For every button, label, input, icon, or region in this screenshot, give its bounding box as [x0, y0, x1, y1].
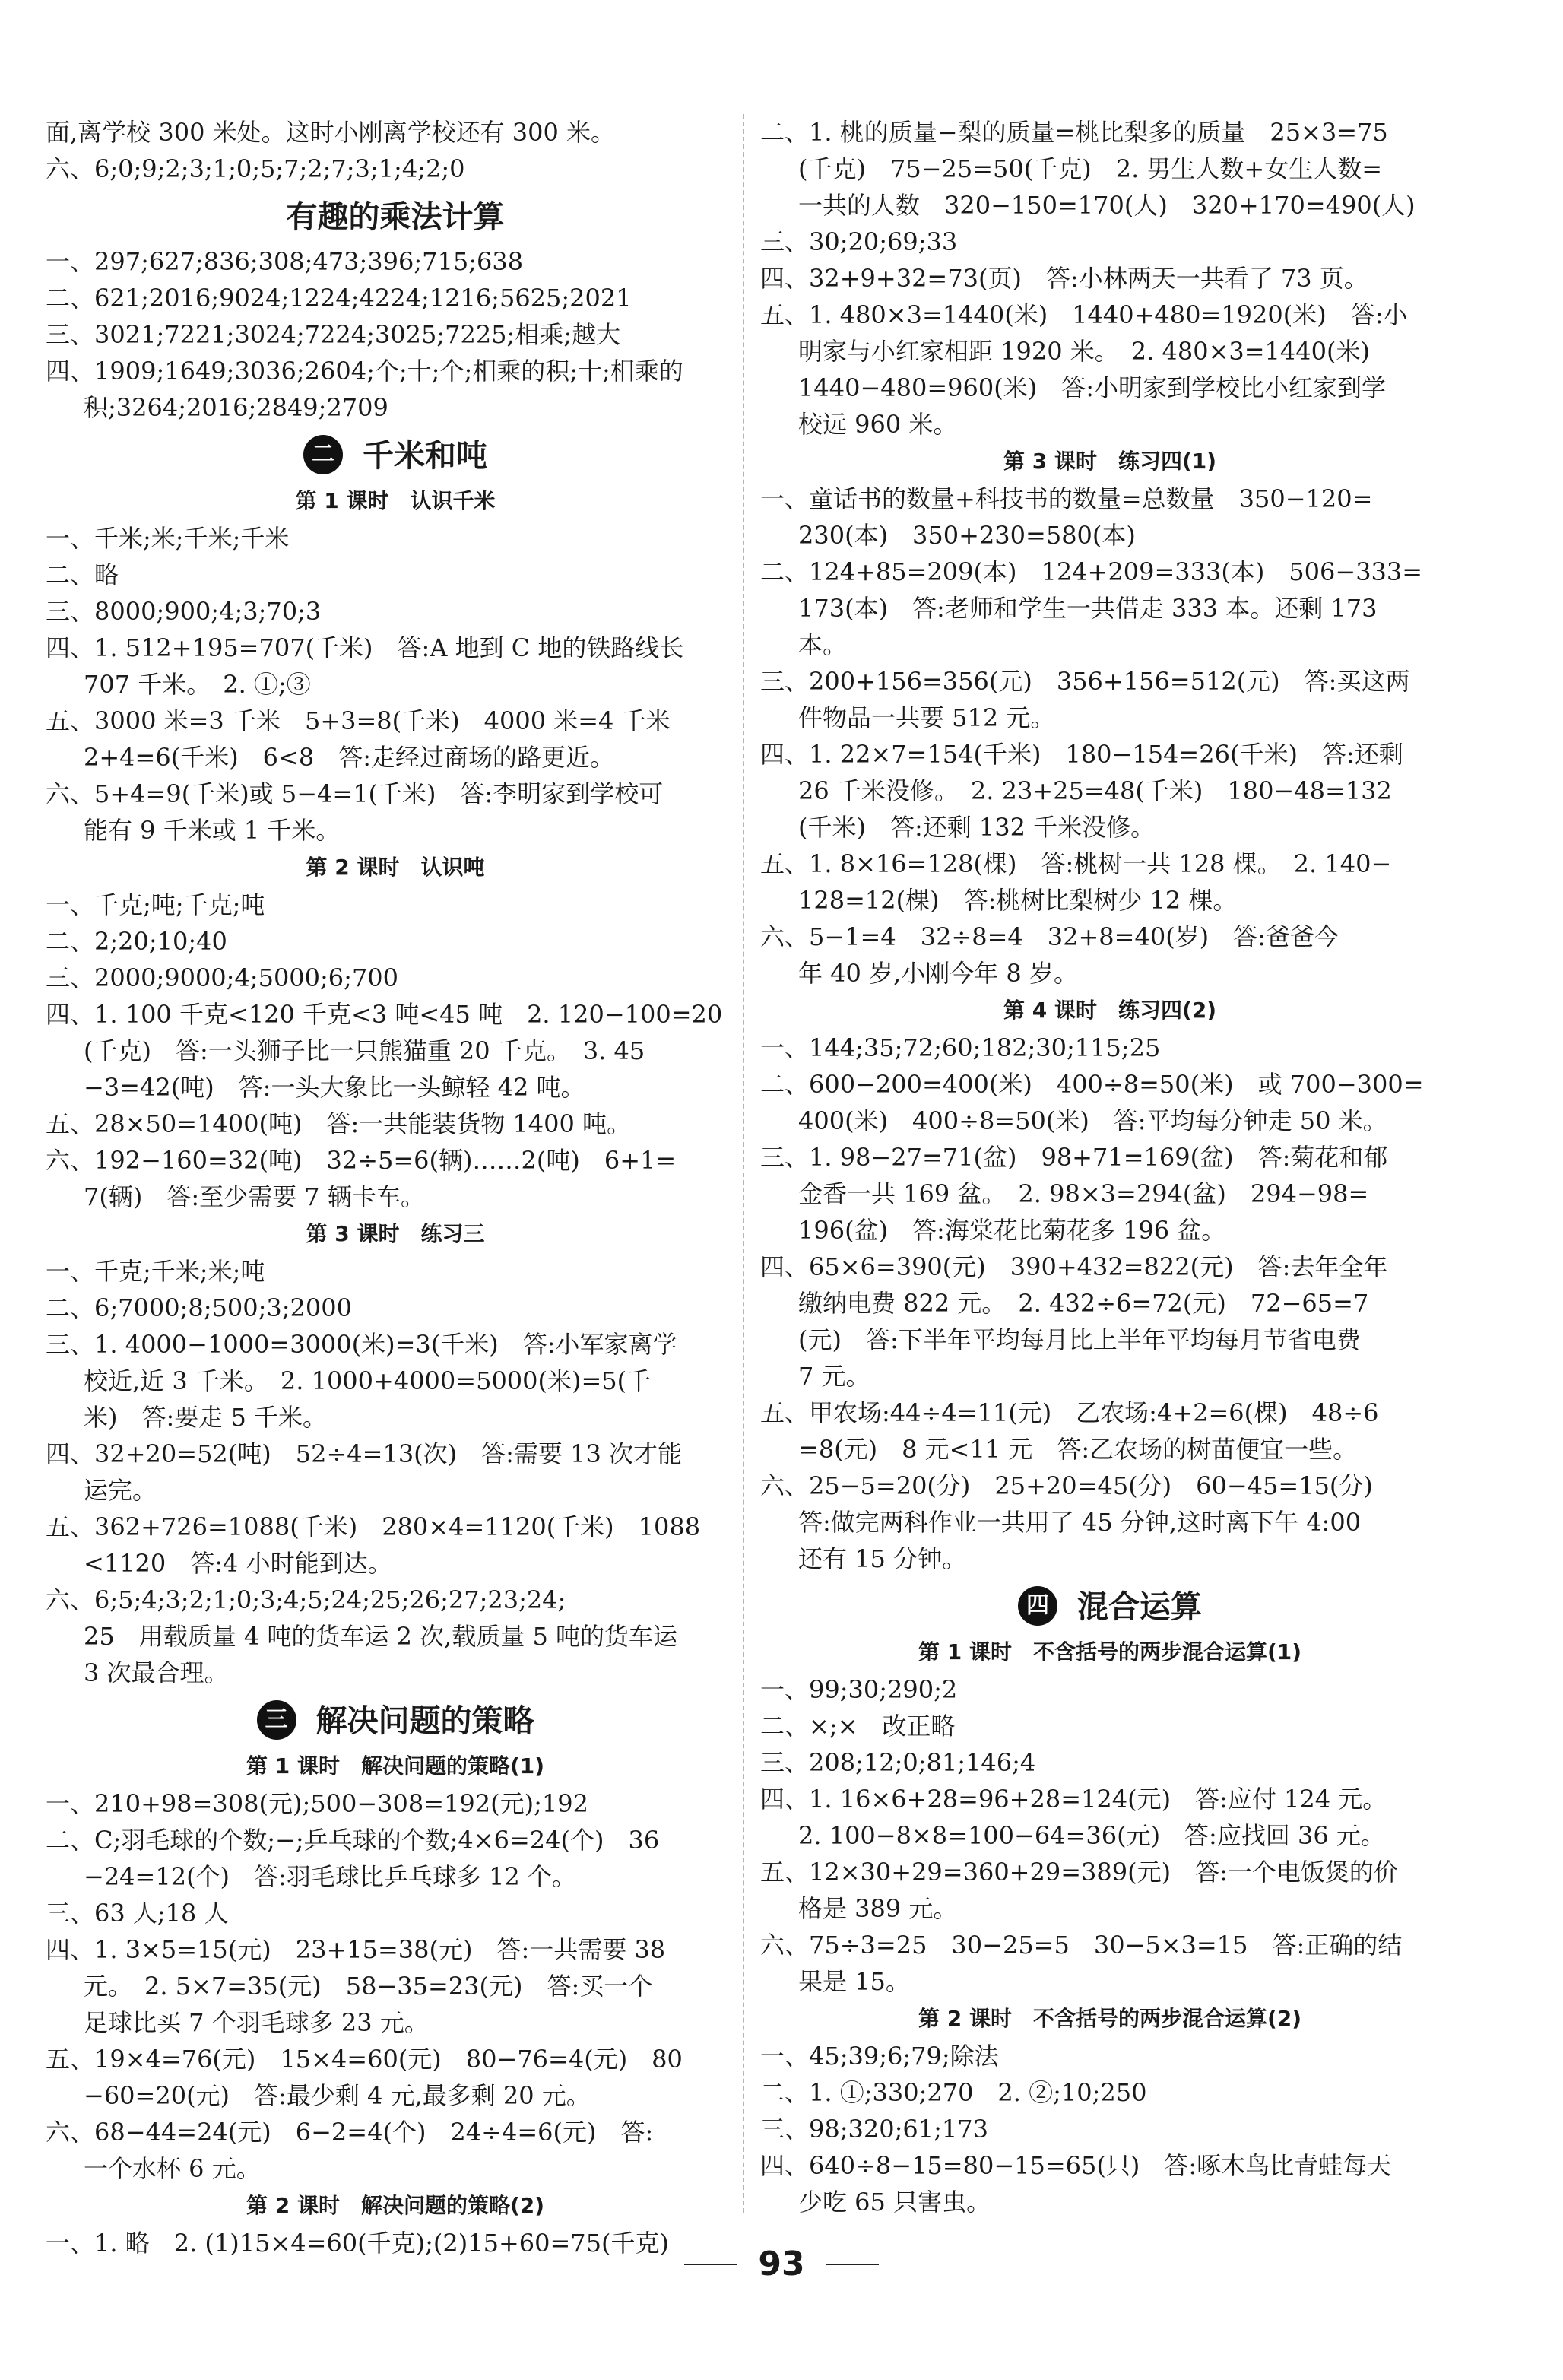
answer-line: 四、1. 512+195=707(千米) 答:A 地到 C 地的铁路线长: [46, 633, 684, 662]
lesson-heading: 第 2 课时 不含括号的两步混合运算(2): [918, 2006, 1302, 2031]
section-title: 千米和吨: [363, 437, 487, 474]
answer-line: 六、68−44=24(元) 6−2=4(个) 24÷4=6(元) 答:: [46, 2118, 654, 2147]
answer-line-continuation: 7 元。: [798, 1362, 870, 1391]
answer-line-continuation: 校近,近 3 千米。 2. 1000+4000=5000(米)=5(千: [84, 1366, 652, 1395]
answer-line-continuation: 足球比买 7 个羽毛球多 23 元。: [84, 2008, 429, 2037]
page-footer: [0, 2245, 1563, 2283]
answer-line: 四、1. 16×6+28=96+28=124(元) 答:应付 124 元。: [760, 1785, 1387, 1814]
answer-line: 二、1. 桃的质量−梨的质量=桃比梨多的质量 25×3=75: [760, 118, 1388, 147]
answer-line: 四、65×6=390(元) 390+432=822(元) 答:去年全年: [760, 1252, 1388, 1281]
answer-line: 三、98;320;61;173: [760, 2115, 988, 2144]
answer-line: 三、208;12;0;81;146;4: [760, 1748, 1036, 1777]
answer-line-continuation: 缴纳电费 822 元。 2. 432÷6=72(元) 72−65=7: [798, 1289, 1369, 1318]
lesson-heading: 第 3 课时 练习四(1): [1003, 449, 1217, 474]
answer-line: 五、28×50=1400(吨) 答:一共能装货物 1400 吨。: [46, 1109, 632, 1138]
answer-line-continuation: 运完。: [84, 1476, 157, 1505]
answer-line: 一、千克;千米;米;吨: [46, 1257, 265, 1286]
answer-line: 一、1. 略 2. (1)15×4=60(千克);(2)15+60=75(千克): [46, 2229, 669, 2258]
answer-line-continuation: 707 千米。 2. ①;③: [84, 670, 311, 699]
answer-line: 四、32+9+32=73(页) 答:小林两天一共看了 73 页。: [760, 264, 1368, 293]
answer-line-continuation: 26 千米没修。 2. 23+25=48(千米) 180−48=132: [798, 776, 1392, 805]
answer-line-continuation: 格是 389 元。: [798, 1894, 958, 1923]
answer-line: 六、6;0;9;2;3;1;0;5;7;2;7;3;1;4;2;0: [46, 154, 465, 183]
section-title: 混合运算: [1077, 1588, 1202, 1625]
answer-line: 五、12×30+29=360+29=389(元) 答:一个电饭煲的价: [760, 1858, 1398, 1887]
answer-line: 六、75÷3=25 30−25=5 30−5×3=15 答:正确的结: [760, 1931, 1403, 1960]
answer-line-continuation: 196(盆) 答:海棠花比菊花多 196 盆。: [798, 1216, 1226, 1245]
section-heading: [46, 430, 745, 481]
answer-line-continuation: 128=12(棵) 答:桃树比梨树少 12 棵。: [798, 886, 1238, 915]
answer-line: 四、1. 22×7=154(千米) 180−154=26(千米) 答:还剩: [760, 740, 1403, 769]
answer-line: 二、600−200=400(米) 400÷8=50(米) 或 700−300=: [760, 1070, 1424, 1099]
answer-line: 一、99;30;290;2: [760, 1675, 958, 1704]
answer-line: 二、C;羽毛球的个数;−;乒乓球的个数;4×6=24(个) 36: [46, 1826, 660, 1855]
answer-line: 三、8000;900;4;3;70;3: [46, 597, 322, 626]
answer-line: 二、2;20;10;40: [46, 927, 227, 956]
answer-line-continuation: 少吃 65 只害虫。: [798, 2188, 991, 2217]
answer-line: 一、297;627;836;308;473;396;715;638: [46, 247, 524, 276]
footer-dash-right: [826, 2264, 879, 2265]
answer-line-continuation: 明家与小红家相距 1920 米。 2. 480×3=1440(米): [798, 337, 1370, 366]
answer-line-continuation: 积;3264;2016;2849;2709: [84, 393, 388, 422]
left-column: [46, 114, 745, 2261]
answer-line: 六、25−5=20(分) 25+20=45(分) 60−45=15(分): [760, 1471, 1373, 1500]
answer-line-continuation: 本。: [798, 630, 848, 659]
answer-line: 四、640÷8−15=80−15=65(只) 答:啄木鸟比青蛙每天: [760, 2151, 1392, 2180]
answer-line: 三、63 人;18 人: [46, 1899, 229, 1928]
lesson-heading: 第 4 课时 练习四(2): [1003, 998, 1217, 1023]
answer-line-continuation: 元。 2. 5×7=35(元) 58−35=23(元) 答:买一个: [84, 1972, 653, 2001]
answer-line-continuation: 一个水杯 6 元。: [84, 2154, 261, 2183]
answer-line-continuation: =8(元) 8 元<11 元 答:乙农场的树苗便宜一些。: [798, 1435, 1358, 1464]
lesson-heading: 第 3 课时 练习三: [306, 1221, 485, 1246]
answer-line: 一、千克;吨;千克;吨: [46, 890, 265, 919]
answer-line-continuation: (元) 答:下半年平均每月比上半年平均每月节省电费: [798, 1325, 1361, 1354]
answer-line: 三、3021;7221;3024;7224;3025;7225;相乘;越大: [46, 320, 621, 349]
section-number-badge: 二: [303, 435, 343, 474]
answer-line: 二、6;7000;8;500;3;2000: [46, 1293, 352, 1322]
section-title: 解决问题的策略: [315, 1702, 534, 1739]
answer-line-continuation: <1120 答:4 小时能到达。: [84, 1549, 392, 1578]
answer-line: 五、甲农场:44÷4=11(元) 乙农场:4+2=6(棵) 48÷6: [760, 1398, 1379, 1427]
answer-line: 四、1909;1649;3036;2604;个;十;个;相乘的积;十;相乘的: [46, 357, 683, 386]
answer-line-continuation: 能有 9 千米或 1 千米。: [84, 816, 341, 845]
answer-line-continuation: 2. 100−8×8=100−64=36(元) 答:应找回 36 元。: [798, 1821, 1385, 1850]
answer-line-continuation: −3=42(吨) 答:一头大象比一头鲸轻 42 吨。: [84, 1073, 585, 1102]
answer-line-continuation: −24=12(个) 答:羽毛球比乒乓球多 12 个。: [84, 1862, 576, 1891]
section-number-badge: 四: [1018, 1586, 1057, 1626]
answer-line: 六、6;5;4;3;2;1;0;3;4;5;24;25;26;27;23;24;: [46, 1585, 566, 1614]
answer-line: 三、1. 4000−1000=3000(米)=3(千米) 答:小军家离学: [46, 1330, 677, 1359]
answer-line-continuation: 答:做完两科作业一共用了 45 分钟,这时离下午 4:00: [798, 1508, 1362, 1537]
section-heading: [46, 192, 745, 242]
answer-line-continuation: −60=20(元) 答:最少剩 4 元,最多剩 20 元。: [84, 2081, 591, 2110]
answer-line-continuation: 7(辆) 答:至少需要 7 辆卡车。: [84, 1182, 425, 1211]
answer-line: 一、45;39;6;79;除法: [760, 2042, 999, 2071]
column-divider: [743, 114, 744, 2213]
answer-line-continuation: 果是 15。: [798, 1967, 910, 1996]
answer-line: 二、略: [46, 560, 119, 589]
answer-line: 六、5+4=9(千米)或 5−4=1(千米) 答:李明家到学校可: [46, 779, 664, 808]
answer-line-continuation: 3 次最合理。: [84, 1658, 229, 1687]
answer-line: 面,离学校 300 米处。这时小刚离学校还有 300 米。: [46, 118, 616, 147]
answer-line-continuation: 400(米) 400÷8=50(米) 答:平均每分钟走 50 米。: [798, 1106, 1387, 1135]
answer-line: 四、32+20=52(吨) 52÷4=13(次) 答:需要 13 次才能: [46, 1439, 682, 1468]
answer-line-continuation: (千克) 答:一头狮子比一只熊猫重 20 千克。 3. 45: [84, 1036, 645, 1065]
lesson-heading: 第 2 课时 解决问题的策略(2): [246, 2193, 545, 2218]
answer-line-continuation: 金香一共 169 盆。 2. 98×3=294(盆) 294−98=: [798, 1179, 1369, 1208]
answer-line-continuation: (千米) 答:还剩 132 千米没修。: [798, 813, 1156, 842]
answer-line: 五、3000 米=3 千米 5+3=8(千米) 4000 米=4 千米: [46, 706, 671, 735]
answer-line: 三、200+156=356(元) 356+156=512(元) 答:买这两: [760, 667, 1410, 696]
answer-line: 二、1. ①;330;270 2. ②;10;250: [760, 2078, 1147, 2107]
section-heading: [46, 1696, 745, 1746]
page-number: 93: [758, 2245, 805, 2283]
answer-line: 一、千米;米;千米;千米: [46, 524, 290, 553]
section-title: 有趣的乘法计算: [286, 198, 505, 235]
answer-line: 三、1. 98−27=71(盆) 98+71=169(盆) 答:菊花和郁: [760, 1143, 1388, 1172]
answer-line-continuation: 校远 960 米。: [798, 410, 958, 439]
answer-line: 五、1. 480×3=1440(米) 1440+480=1920(米) 答:小: [760, 300, 1408, 329]
answer-line: 五、19×4=76(元) 15×4=60(元) 80−76=4(元) 80: [46, 2045, 683, 2074]
lesson-heading: 第 2 课时 认识吨: [306, 855, 485, 880]
answer-line: 二、×;× 改正略: [760, 1712, 956, 1741]
right-column: [760, 114, 1460, 2220]
answer-line-continuation: 230(本) 350+230=580(本): [798, 521, 1136, 550]
answer-line: 三、2000;9000;4;5000;6;700: [46, 963, 399, 992]
answer-line: 四、1. 3×5=15(元) 23+15=38(元) 答:一共需要 38: [46, 1935, 666, 1964]
answer-line: 二、124+85=209(本) 124+209=333(本) 506−333=: [760, 557, 1423, 586]
lesson-heading: 第 1 课时 认识千米: [295, 488, 496, 513]
answer-line-continuation: 件物品一共要 512 元。: [798, 703, 1055, 732]
answer-line: 一、童话书的数量+科技书的数量=总数量 350−120=: [760, 484, 1373, 513]
answer-line-continuation: 年 40 岁,小刚今年 8 岁。: [798, 959, 1078, 988]
section-number-badge: 三: [257, 1700, 296, 1740]
answer-line-continuation: 2+4=6(千米) 6<8 答:走经过商场的路更近。: [84, 743, 614, 772]
answer-line: 一、210+98=308(元);500−308=192(元);192: [46, 1789, 588, 1818]
answer-line: 六、5−1=4 32÷8=4 32+8=40(岁) 答:爸爸今: [760, 922, 1339, 951]
answer-line: 三、30;20;69;33: [760, 227, 958, 256]
answer-line-continuation: 25 用载质量 4 吨的货车运 2 次,载质量 5 吨的货车运: [84, 1622, 678, 1651]
footer-dash-left: [684, 2264, 737, 2265]
answer-line-continuation: 173(本) 答:老师和学生一共借走 333 本。还剩 173: [798, 594, 1378, 623]
answer-line: 五、1. 8×16=128(棵) 答:桃树一共 128 棵。 2. 140−: [760, 849, 1392, 878]
answer-line-continuation: 1440−480=960(米) 答:小明家到学校比小红家到学: [798, 373, 1386, 402]
answer-line: 四、1. 100 千克<120 千克<3 吨<45 吨 2. 120−100=20: [46, 1000, 723, 1029]
answer-line-continuation: 米) 答:要走 5 千米。: [84, 1403, 327, 1432]
answer-line-continuation: 一共的人数 320−150=170(人) 320+170=490(人): [798, 191, 1416, 220]
answer-line: 一、144;35;72;60;182;30;115;25: [760, 1033, 1161, 1062]
answer-line: 六、192−160=32(吨) 32÷5=6(辆)……2(吨) 6+1=: [46, 1146, 677, 1175]
lesson-heading: 第 1 课时 不含括号的两步混合运算(1): [918, 1639, 1302, 1664]
answer-line: 二、621;2016;9024;1224;4224;1216;5625;2021: [46, 284, 632, 313]
answer-line-continuation: (千克) 75−25=50(千克) 2. 男生人数+女生人数=: [798, 154, 1383, 183]
answer-line-continuation: 还有 15 分钟。: [798, 1544, 967, 1573]
lesson-heading: 第 1 课时 解决问题的策略(1): [246, 1753, 545, 1779]
section-heading: [760, 1582, 1460, 1632]
answer-line: 五、362+726=1088(千米) 280×4=1120(千米) 1088: [46, 1512, 701, 1541]
